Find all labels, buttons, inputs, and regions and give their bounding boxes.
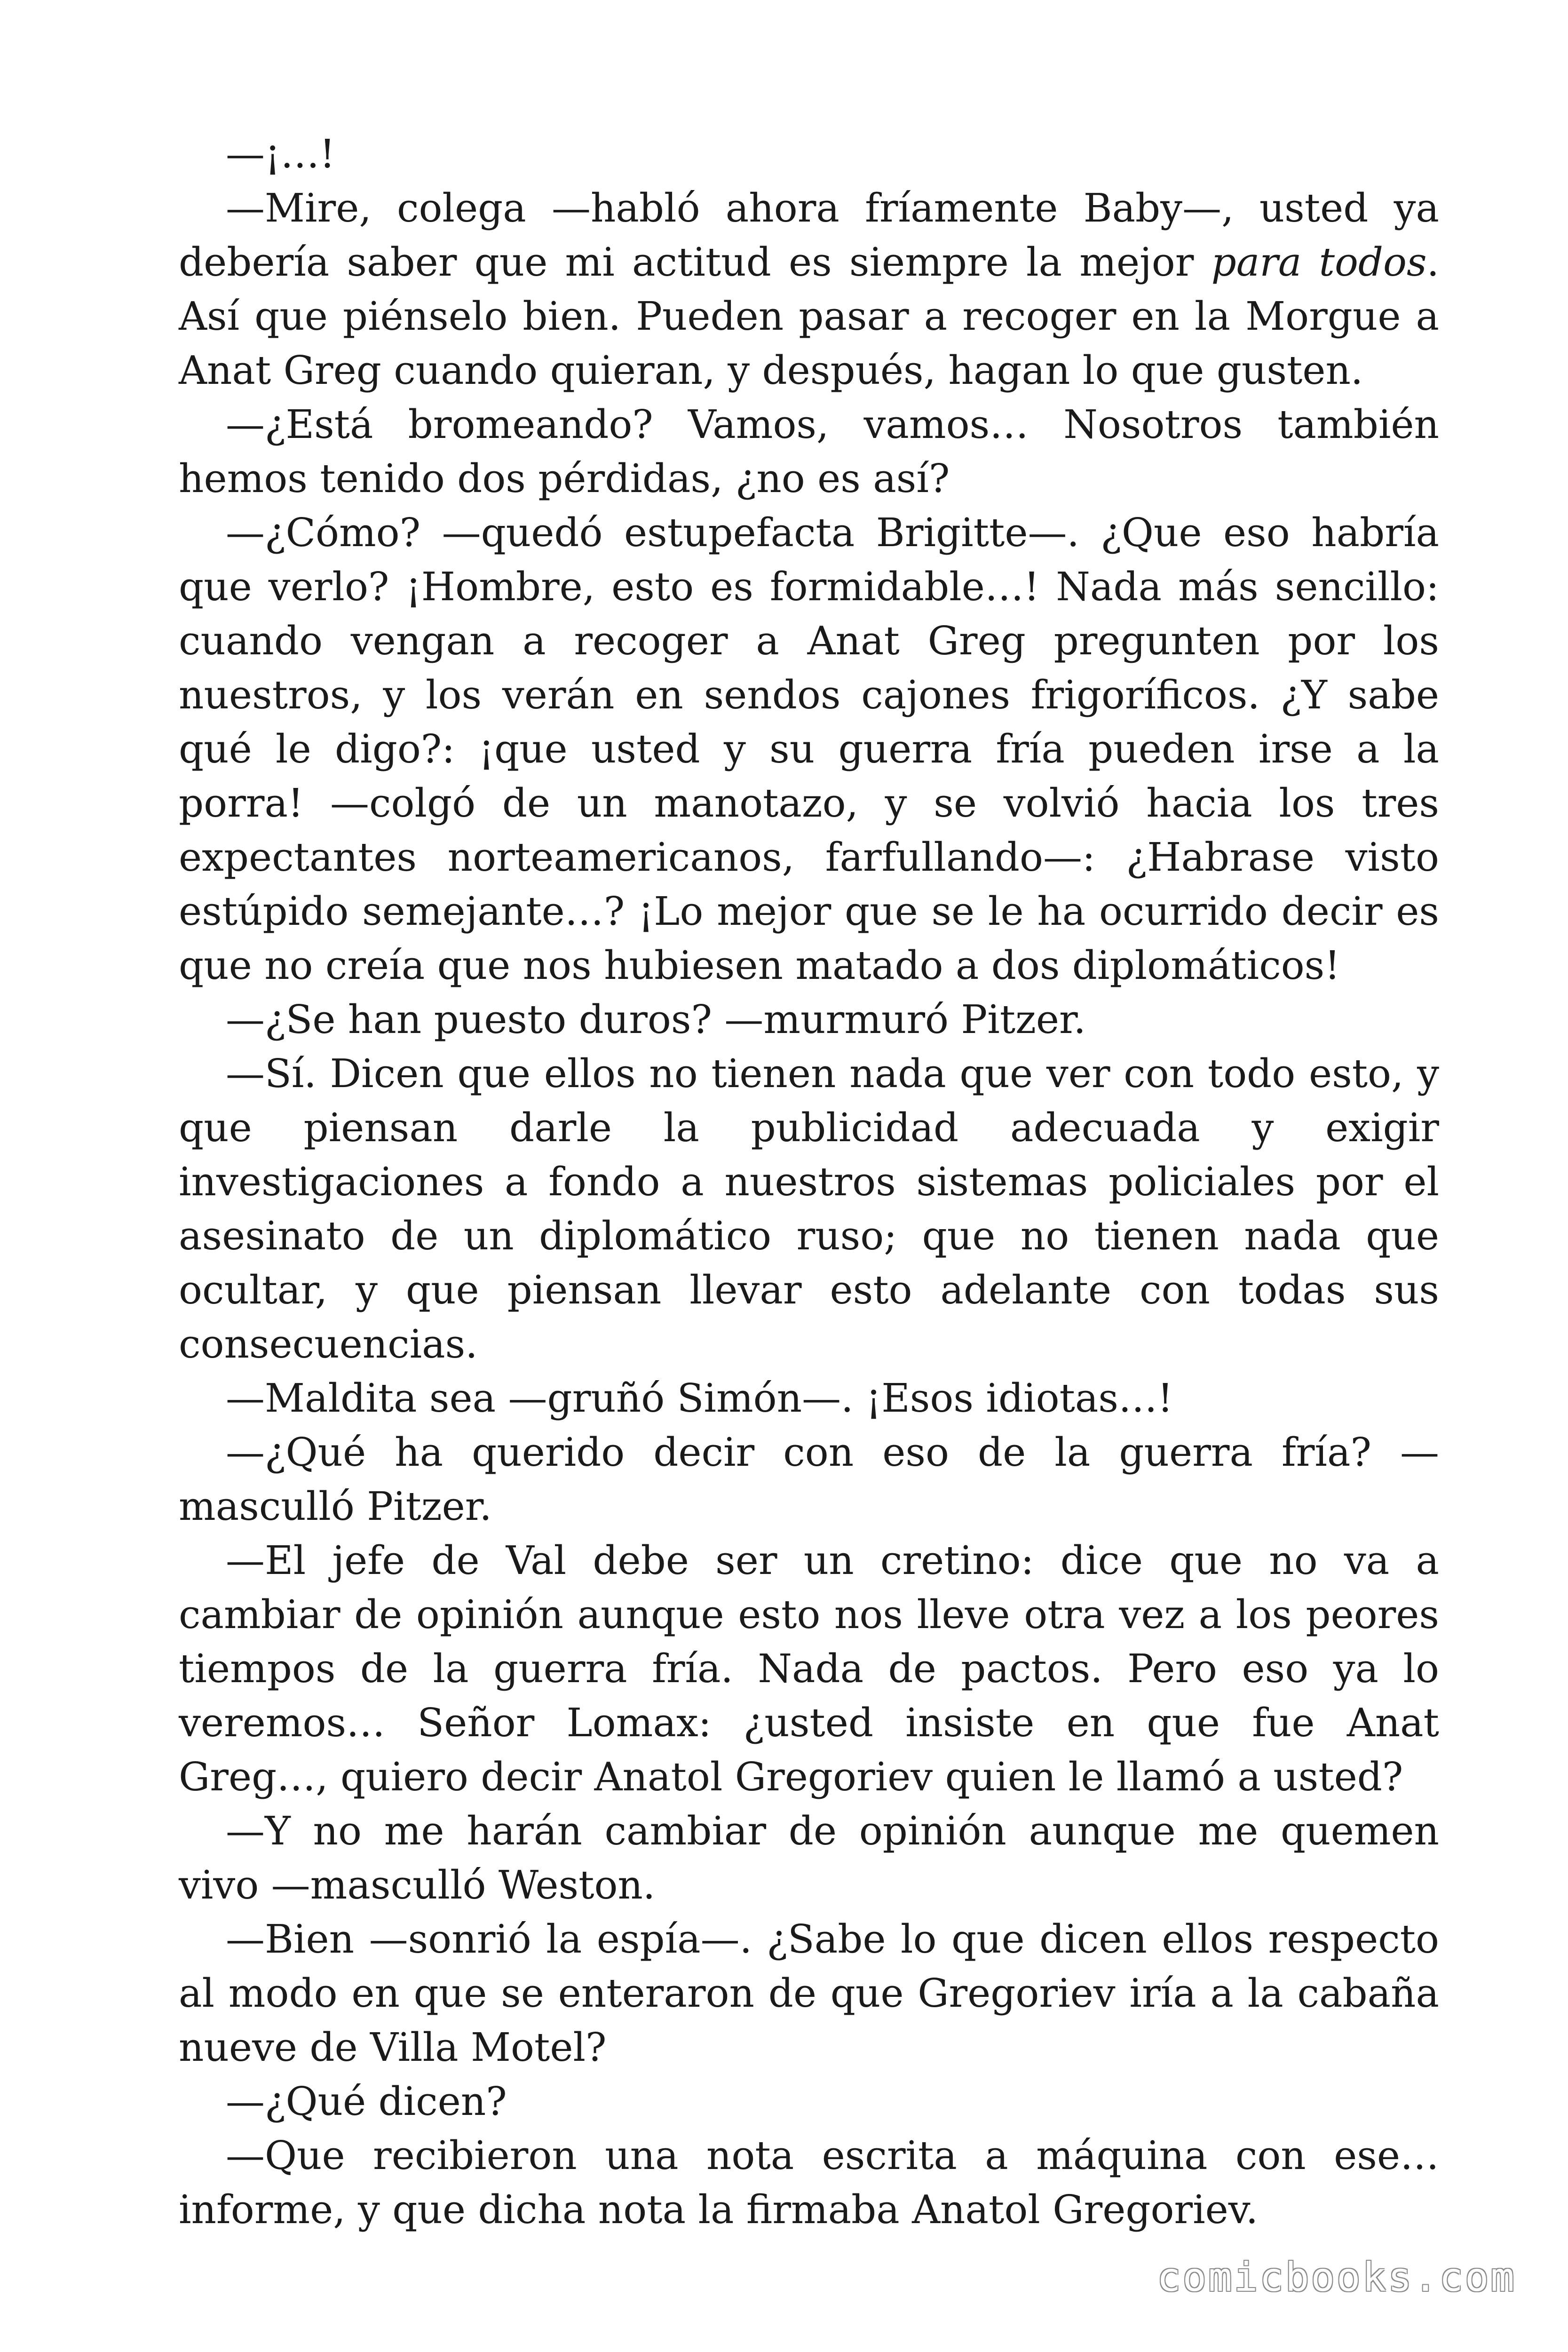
paragraph: —Sí. Dicen que ellos no tienen nada que ver con todo esto, y que piensan darle la publicidad adecuada y exigir investigaciones a fondo a nuestros sistemas policiales por el asesinato de un diplomático ruso; que no tienen nada que ocultar, y que piensan llevar esto adelante con todas sus consecuencias. — [179, 1051, 1439, 1367]
paragraph: —Que recibieron una nota escrita a máquina con ese… informe, y que dicha nota la firmaba Anatol Gregoriev. — [179, 2133, 1439, 2233]
paragraph: —Maldita sea —gruñó Simón—. ¡Esos idiotas…! — [226, 1375, 1173, 1421]
paragraph: —Y no me harán cambiar de opinión aunque me quemen vivo —masculló Weston. — [179, 1808, 1439, 1908]
paragraph: —¿Qué dicen? — [226, 2079, 507, 2124]
emphasized-text: para todos — [1211, 239, 1427, 285]
paragraph-text: —Mire, colega —habló ahora fríamente Baby—, usted ya debería saber que mi actitud es siempre la mejor — [179, 185, 1439, 285]
book-page — [179, 127, 1439, 2233]
paragraph: —Bien —sonrió la espía—. ¿Sabe lo que dicen ellos respecto al modo en que se enteraron de que Gregoriev iría a la cabaña nueve de Villa Motel? — [179, 1916, 1439, 2070]
paragraph — [179, 181, 1439, 397]
paragraph: —El jefe de Val debe ser un cretino: dice que no va a cambiar de opinión aunque esto nos lleve otra vez a los peores tiempos de la guerra fría. Nada de pactos. Pero eso ya lo veremos… Señor Lomax: ¿usted insiste en que fue Anat Greg…, quiero decir Anatol Gregoriev quien le llamó a usted? — [179, 1538, 1439, 1800]
watermark: comicbooks.com — [1156, 2254, 1516, 2300]
paragraph-text: . Así que piénselo bien. Pueden pasar a recoger en la Morgue a Anat Greg cuando quieran, y después, hagan lo que gusten. — [179, 239, 1439, 393]
paragraph: —¿Cómo? —quedó estupefacta Brigitte—. ¿Que eso habría que verlo? ¡Hombre, esto es formidable…! Nada más sencillo: cuando vengan a recoger a Anat Greg pregunten por los nuestros, y los verán en sendos cajones frigoríficos. ¿Y sabe qué le digo?: ¡que usted y su guerra fría pueden irse a la porra! —colgó de un manotazo, y se volvió hacia los tres expectantes norteamericanos, farfullando—: ¿Habrase visto estúpido semejante…? ¡Lo mejor que se le ha ocurrido decir es que no creía que nos hubiesen matado a dos diplomáticos! — [179, 510, 1439, 988]
paragraph: —¡…! — [226, 131, 335, 177]
paragraph: —¿Qué ha querido decir con eso de la guerra fría? —masculló Pitzer. — [179, 1430, 1439, 1529]
paragraph: —¿Se han puesto duros? —murmuró Pitzer. — [226, 997, 1086, 1042]
paragraph: —¿Está bromeando? Vamos, vamos… Nosotros también hemos tenido dos pérdidas, ¿no es así? — [179, 402, 1439, 501]
